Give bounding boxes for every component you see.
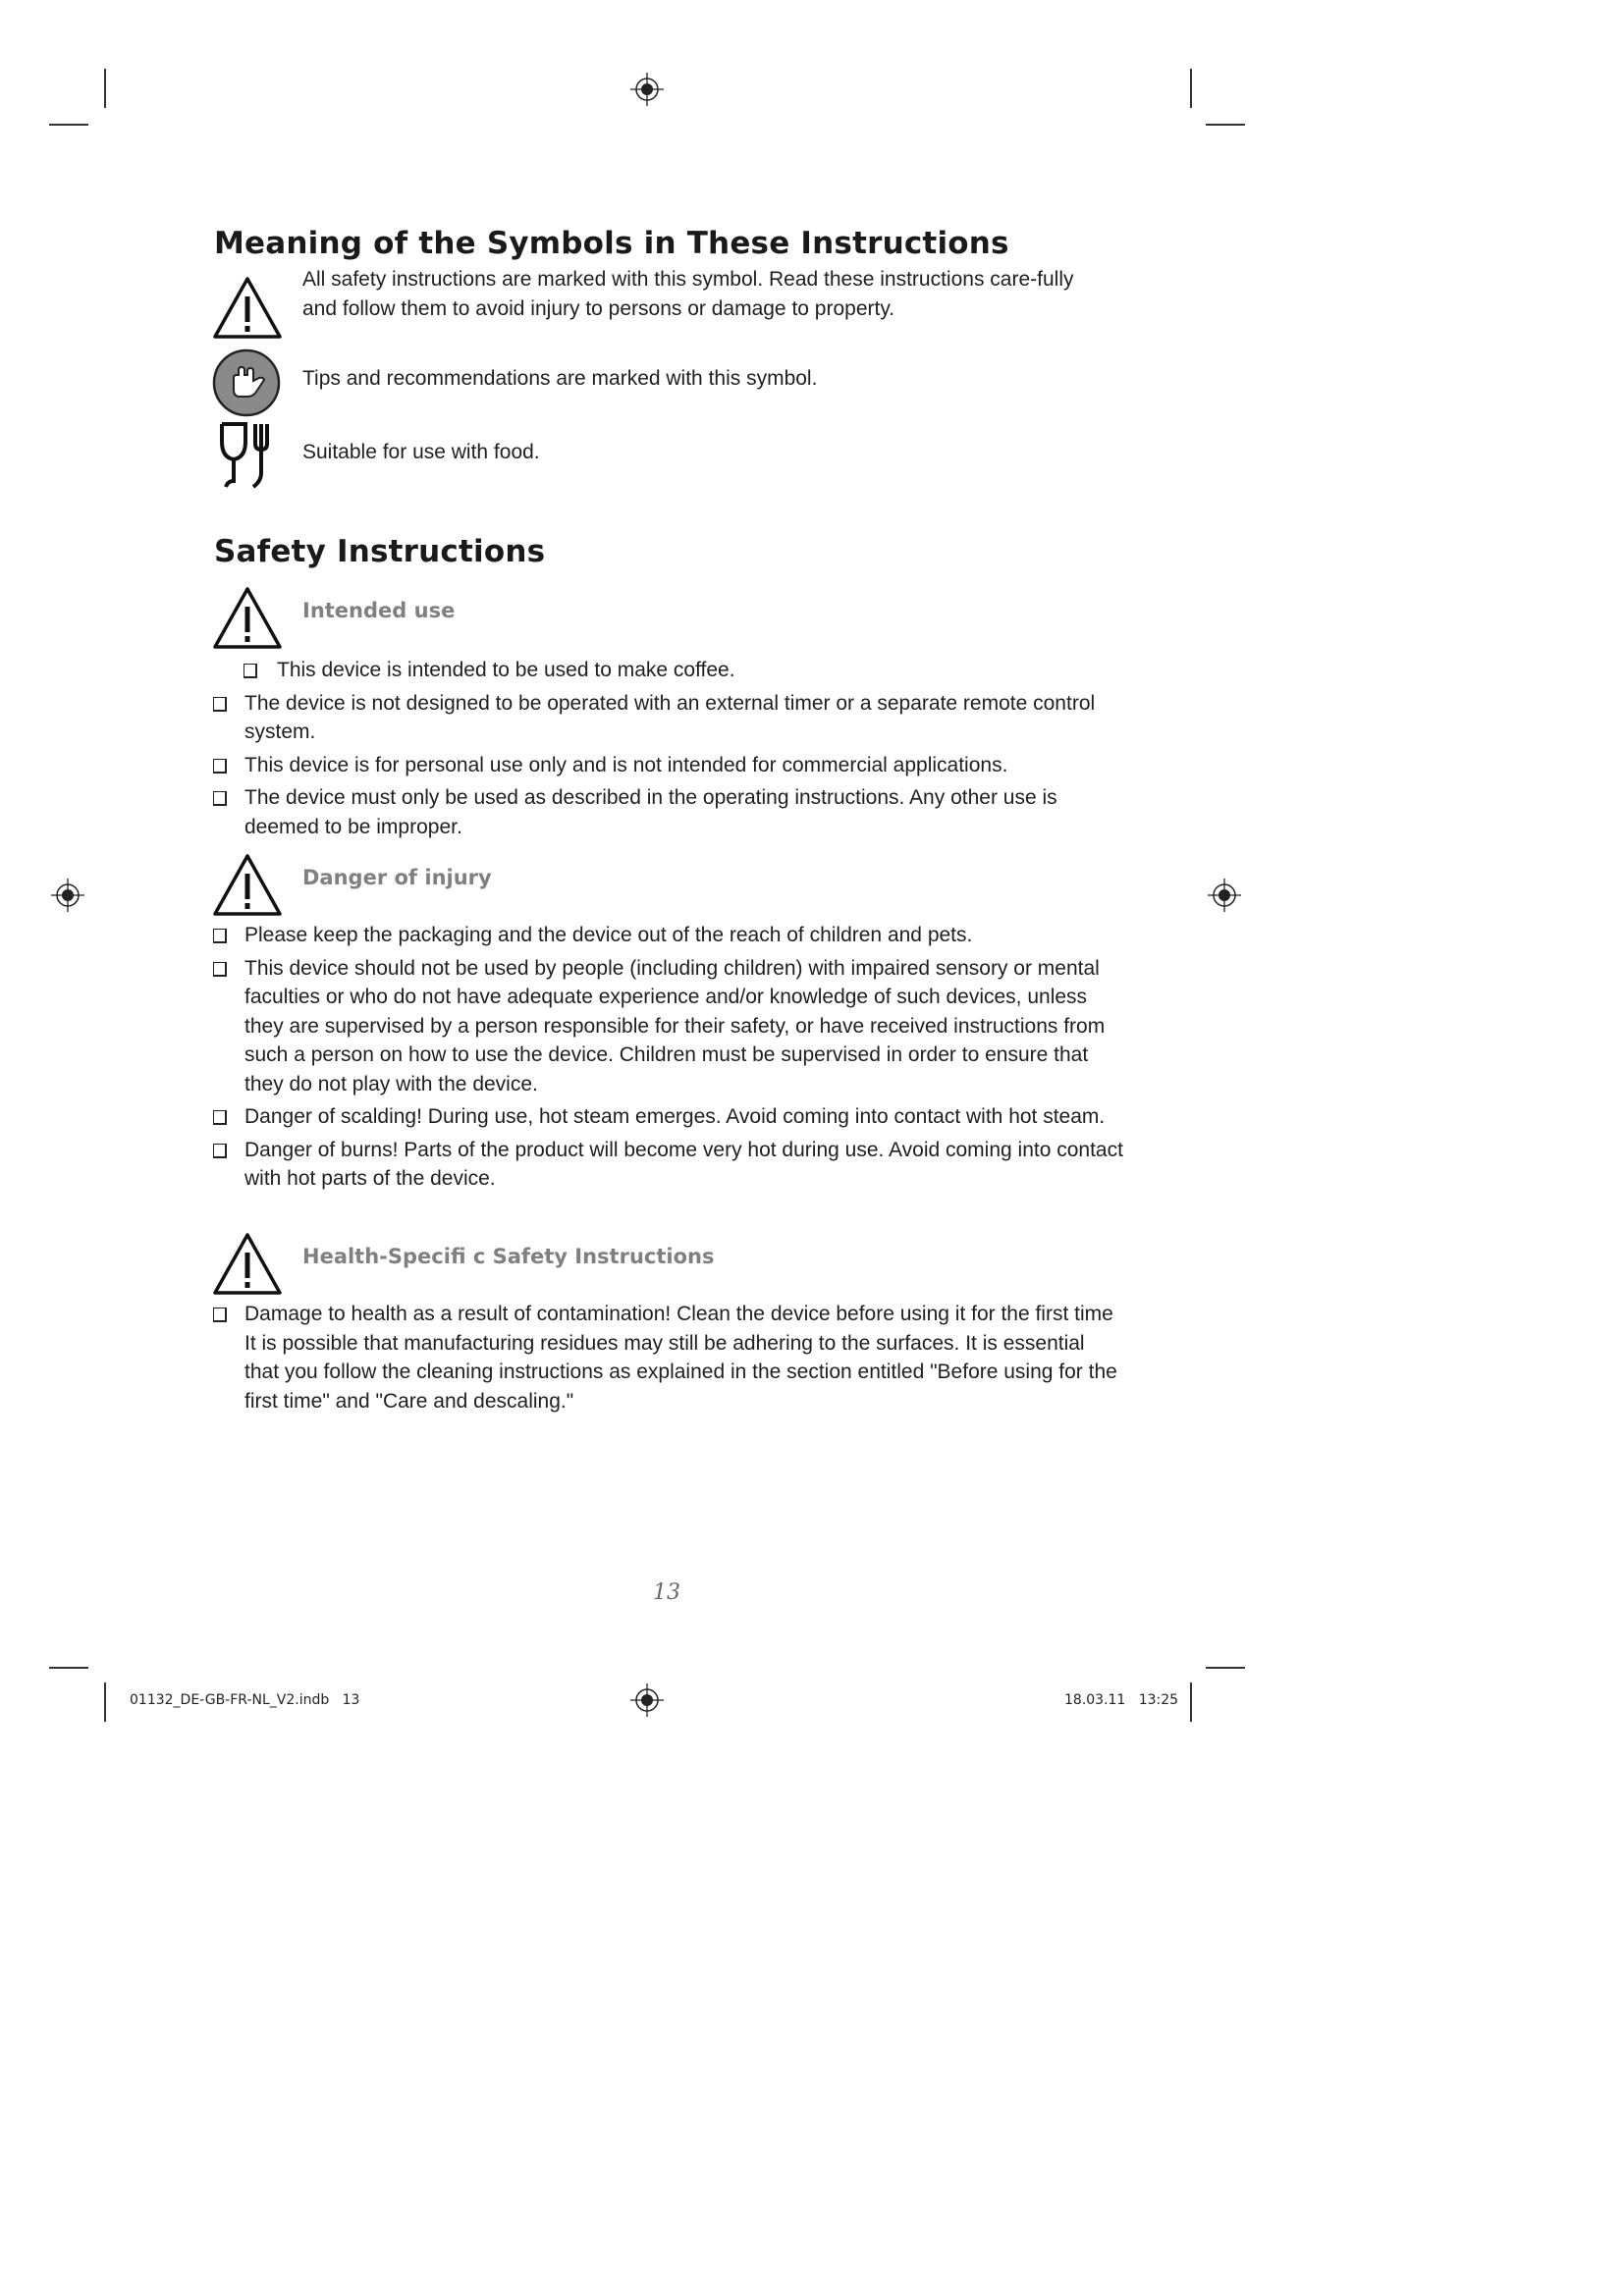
footer-file-name: 01132_DE-GB-FR-NL_V2.indb 13 xyxy=(130,1692,360,1708)
list-item: The device is not designed to be operated with an external timer or a separate remote control system. xyxy=(210,689,1123,747)
symbols-section-title: Meaning of the Symbols in These Instructions xyxy=(214,226,1009,261)
warning-triangle-icon xyxy=(212,585,283,650)
crop-mark xyxy=(104,69,106,108)
symbol-description: All safety instructions are marked with this symbol. Read these instructions care-fully and follow them to avoid injury to persons or damage to property. xyxy=(302,268,1074,320)
crop-mark xyxy=(1190,1682,1192,1722)
glass-fork-icon xyxy=(218,420,281,491)
list-item: This device is intended to be used to make coffee. xyxy=(210,656,1123,685)
intended-use-list xyxy=(210,656,1123,845)
safety-section-title: Safety Instructions xyxy=(214,534,546,569)
symbol-description: Tips and recommendations are marked with this symbol. xyxy=(302,367,818,390)
registration-mark-icon xyxy=(630,1683,664,1717)
crop-mark xyxy=(1206,124,1245,126)
crop-mark xyxy=(49,124,88,126)
danger-of-injury-list xyxy=(210,921,1123,1198)
list-item: This device should not be used by people (including children) with impaired sensory or mental faculties or who do not have adequate experience and/or knowledge of such devices, unless they are supervised by a person responsible for their safety, or have received instructions from such a person on how to use the device. Children must be supervised in order to ensure that they do not play with the device. xyxy=(210,954,1123,1099)
list-item: Damage to health as a result of contamination! Clean the device before using it for the first time It is possible that manufacturing residues may still be adhering to the surfaces. It is essential that you follow the cleaning instructions as explained in the section entitled "Before using for the first time" and "Care and descaling." xyxy=(210,1300,1123,1415)
list-item: Danger of scalding! During use, hot steam emerges. Avoid coming into contact with hot steam. xyxy=(210,1102,1123,1132)
crop-mark xyxy=(49,1667,88,1669)
registration-mark-icon xyxy=(630,73,664,106)
registration-mark-icon xyxy=(1208,879,1241,912)
crop-mark xyxy=(1206,1667,1245,1669)
symbol-description: Suitable for use with food. xyxy=(302,441,540,463)
crop-mark xyxy=(104,1682,106,1722)
pointing-hand-icon xyxy=(212,348,281,417)
list-item: Please keep the packaging and the device out of the reach of children and pets. xyxy=(210,921,1123,950)
danger-of-injury-heading: Danger of injury xyxy=(302,866,492,889)
health-safety-list xyxy=(210,1300,1123,1419)
warning-triangle-icon xyxy=(212,852,283,917)
registration-mark-icon xyxy=(51,879,84,912)
intended-use-heading: Intended use xyxy=(302,599,456,622)
page-number: 13 xyxy=(653,1580,680,1605)
warning-triangle-icon xyxy=(212,1231,283,1296)
health-safety-heading: Health-Specifi c Safety Instructions xyxy=(302,1245,715,1268)
list-item: Danger of burns! Parts of the product will become very hot during use. Avoid coming into contact with hot parts of the device. xyxy=(210,1136,1123,1194)
footer-date: 18.03.11 13:25 xyxy=(1064,1692,1179,1708)
list-item: This device is for personal use only and is not intended for commercial applications. xyxy=(210,751,1123,780)
crop-mark xyxy=(1190,69,1192,108)
warning-triangle-icon xyxy=(212,275,283,340)
list-item: The device must only be used as described in the operating instructions. Any other use is deemed to be improper. xyxy=(210,783,1123,841)
